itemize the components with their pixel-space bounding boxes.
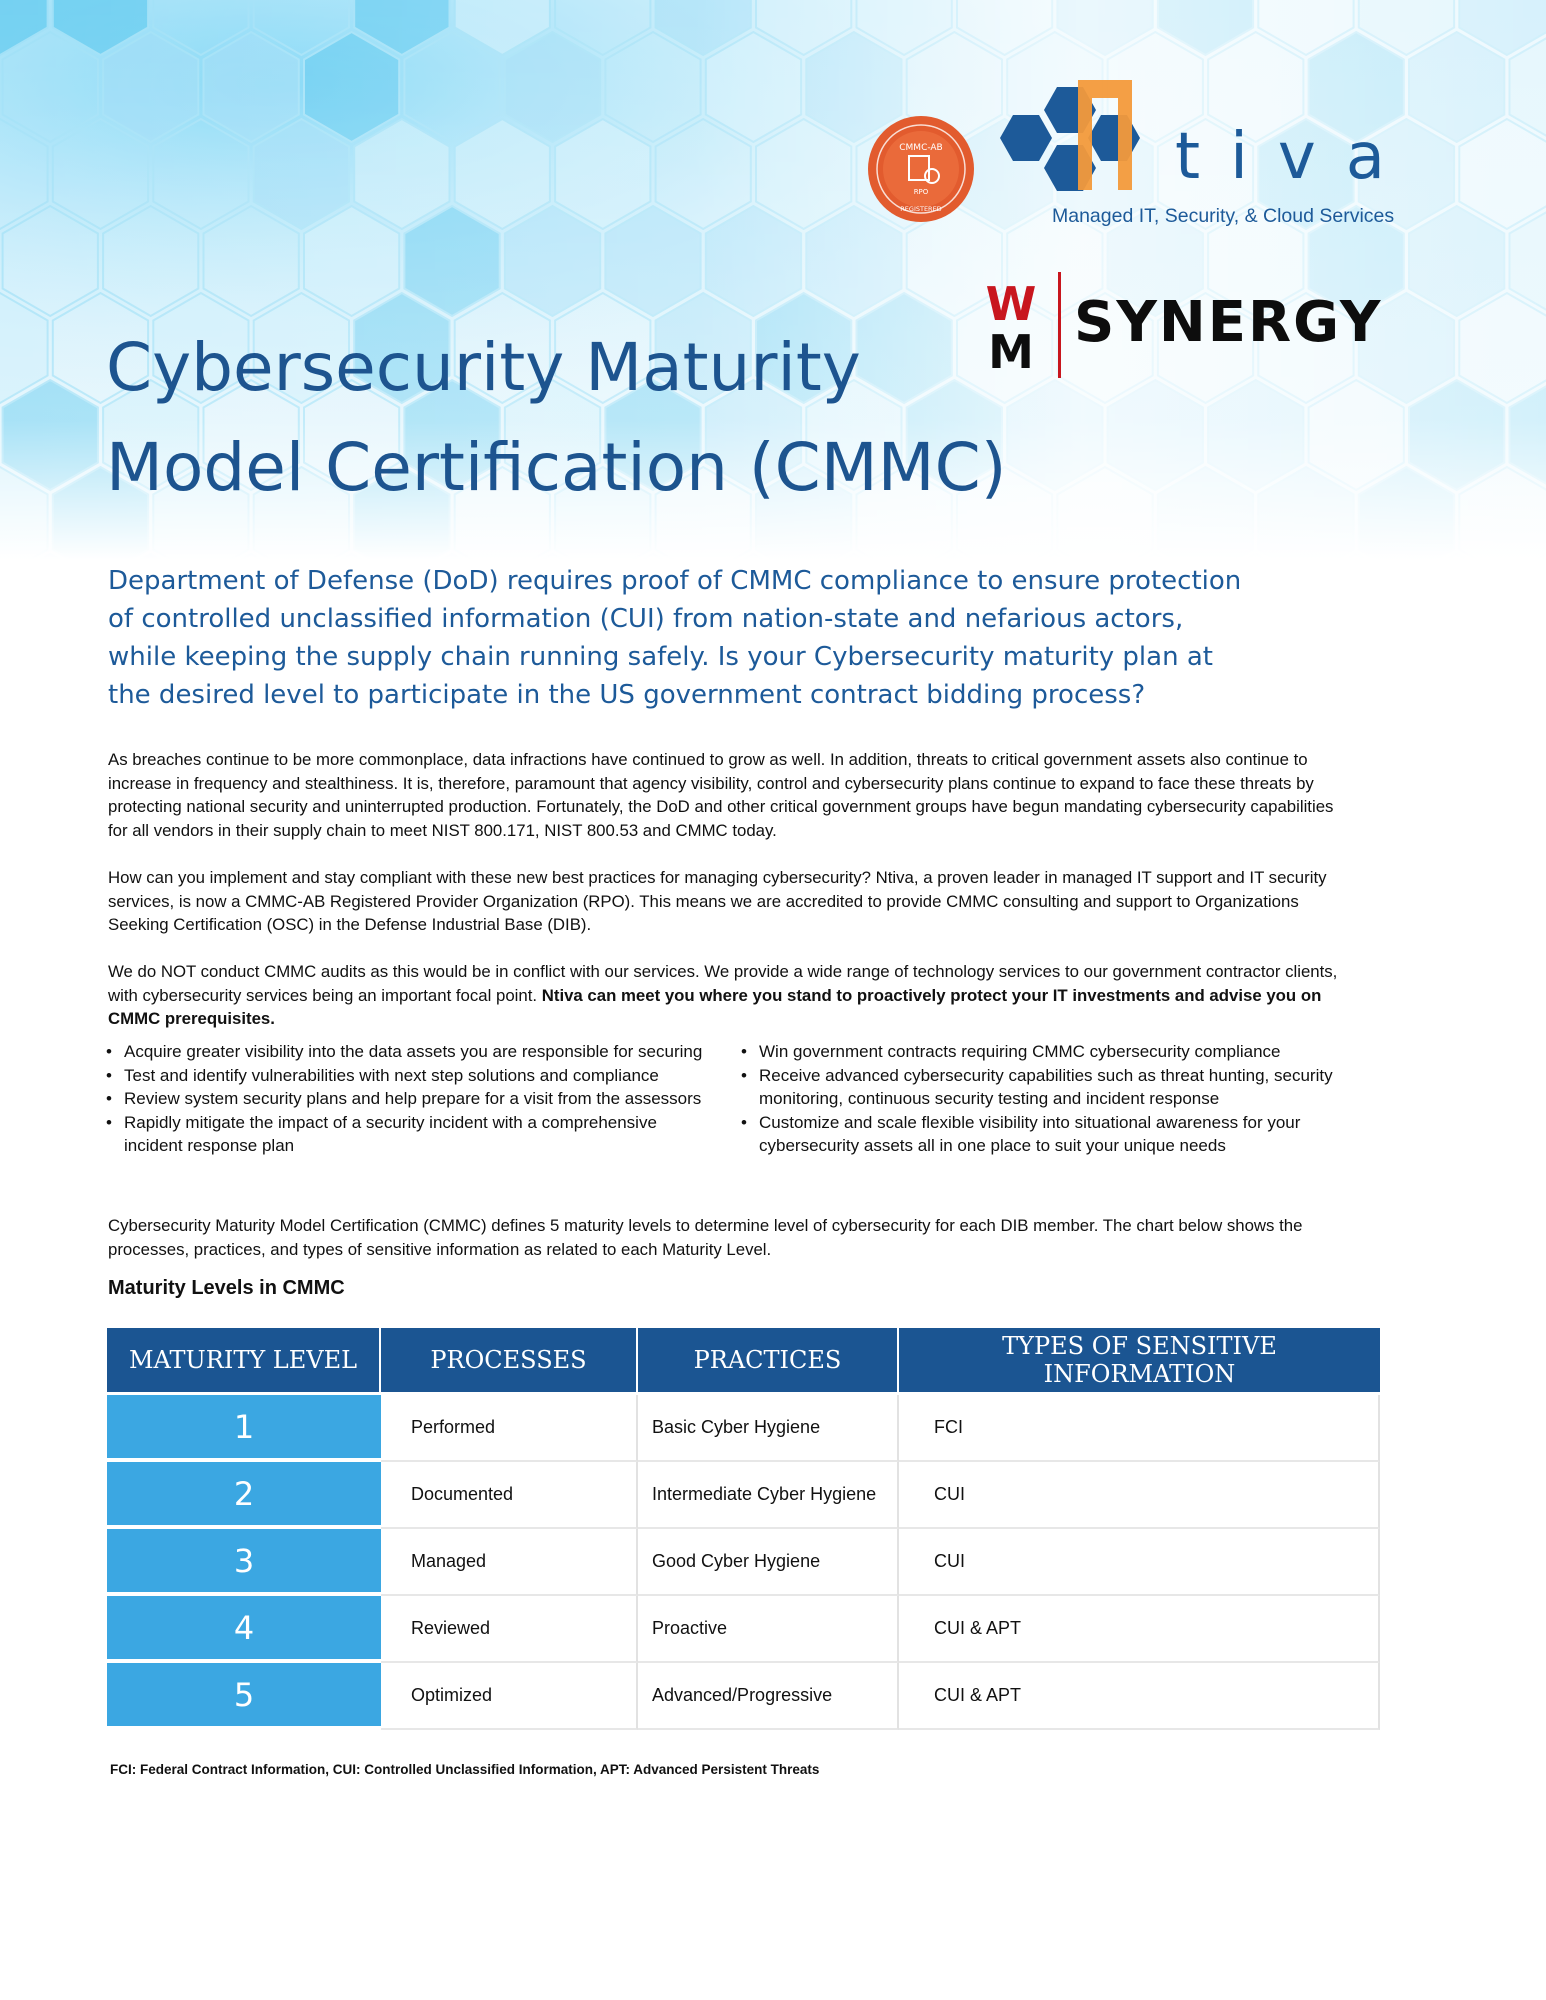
list-item: • Rapidly mitigate the impact of a security incident with a comprehensive incident response plan [106, 1111, 706, 1158]
list-item: • Acquire greater visibility into the data assets you are responsible for securing [106, 1040, 706, 1064]
level-cell: 5 [107, 1663, 381, 1730]
info-cell: CUI & APT [899, 1663, 1380, 1730]
table-row [107, 1462, 1380, 1529]
maturity-levels-table [107, 1328, 1380, 1730]
ntiva-tagline: Managed IT, Security, & Cloud Services [1052, 205, 1395, 227]
table-row [107, 1663, 1380, 1730]
badge-registered: REGISTERED [900, 205, 942, 213]
synergy-wordmark: SYNERGY [1074, 290, 1383, 355]
header-sensitive-info: TYPES OF SENSITIVE INFORMATION [899, 1328, 1380, 1395]
process-cell: Performed [381, 1395, 638, 1462]
benefits-list-right [741, 1040, 1361, 1158]
badge-rpo: RPO [913, 188, 929, 196]
svg-text:M: M [988, 325, 1034, 372]
title-line-1: Cybersecurity Maturity [106, 329, 861, 406]
header-maturity-level: MATURITY LEVEL [107, 1328, 381, 1395]
table-row [107, 1395, 1380, 1462]
benefits-list-left [106, 1040, 706, 1158]
list-item: • Customize and scale flexible visibility into situational awareness for your cybersecurity assets all in one place to suit your unique needs [741, 1111, 1361, 1158]
chart-intro-text: Cybersecurity Maturity Model Certification (CMMC) defines 5 maturity levels to determine level of cybersecurity for each DIB member. The chart below shows the processes, practices, and types of sensitive information as related to each Maturity Level. [108, 1216, 1303, 1259]
practice-cell: Proactive [638, 1596, 899, 1663]
level-cell: 2 [107, 1462, 381, 1529]
ntiva-wordmark: tiva [1175, 120, 1415, 194]
table-title: Maturity Levels in CMMC [108, 1277, 345, 1299]
header-practices: PRACTICES [638, 1328, 899, 1395]
cmmc-rpo-badge [866, 114, 976, 224]
ntiva-logo [1000, 78, 1430, 198]
list-item: • Win government contracts requiring CMMC cybersecurity compliance [741, 1040, 1361, 1064]
table-row [107, 1529, 1380, 1596]
paragraph-breaches: As breaches continue to be more commonplace, data infractions have continued to grow as well. In addition, threats to critical government assets also continue to increase in frequency and stealthiness. It is, therefore, paramount that agency visibility, control and cybersecurity plans continue to expand to face these threats by protecting national security and uninterrupted production. Fortunately, the DoD and other critical government groups have begun mandating cybersecurity capabilities for all vendors in their supply chain to meet NIST 800.171, NIST 800.53 and CMMC today. [108, 750, 1334, 840]
page-title [106, 318, 1046, 518]
practice-cell: Intermediate Cyber Hygiene [638, 1462, 899, 1529]
process-cell: Documented [381, 1462, 638, 1529]
services-bold-text: Ntiva can meet you where you stand to proactively protect your IT investments and advise you on CMMC prerequisites. [108, 985, 1322, 1029]
table-row [107, 1596, 1380, 1663]
badge-text: CMMC-AB [899, 143, 943, 153]
practice-cell: Good Cyber Hygiene [638, 1529, 899, 1596]
paragraph-services [108, 960, 1348, 1031]
list-item: • Receive advanced cybersecurity capabilities such as threat hunting, security monitoring, continuous security testing and incident response [741, 1064, 1361, 1111]
table-header-row [107, 1328, 1380, 1395]
practice-cell: Basic Cyber Hygiene [638, 1395, 899, 1462]
process-cell: Reviewed [381, 1596, 638, 1663]
title-line-2: Model Certification (CMMC) [106, 429, 1007, 506]
list-item: • Test and identify vulnerabilities with next step solutions and compliance [106, 1064, 706, 1088]
footnote: FCI: Federal Contract Information, CUI: Controlled Unclassified Information, APT: Advanced Persistent Threats [110, 1762, 820, 1777]
intro-text: Department of Defense (DoD) requires proof of CMMC compliance to ensure protection of controlled unclassified information (CUI) from nation-state and nefarious actors, while keeping the supply chain running safely. Is your Cybersecurity maturity plan at the desired level to participate in the US government contract bidding process? [108, 566, 1242, 710]
svg-text:W: W [985, 277, 1037, 331]
process-cell: Optimized [381, 1663, 638, 1730]
paragraph-rpo: How can you implement and stay compliant with these new best practices for managing cybersecurity? Ntiva, a proven leader in managed IT support and IT security services, is now a CMMC-AB Registered Provider Organization (RPO). This means we are accredited to provide CMMC consulting and support to Organizations Seeking Certification (OSC) in the Defense Industrial Base (DIB). [108, 868, 1327, 935]
info-cell: CUI [899, 1462, 1380, 1529]
header-processes: PROCESSES [381, 1328, 638, 1395]
level-cell: 3 [107, 1529, 381, 1596]
info-cell: CUI & APT [899, 1596, 1380, 1663]
info-cell: CUI [899, 1529, 1380, 1596]
info-cell: FCI [899, 1395, 1380, 1462]
practice-cell: Advanced/Progressive [638, 1663, 899, 1730]
level-cell: 1 [107, 1395, 381, 1462]
services-text: We do NOT conduct CMMC audits as this would be in conflict with our services. We provide a wide range of technology services to our government contractor clients, with cybersecurity services being an important focal point. [108, 962, 1338, 1005]
level-cell: 4 [107, 1596, 381, 1663]
synergy-divider [1058, 272, 1061, 378]
process-cell: Managed [381, 1529, 638, 1596]
list-item: • Review system security plans and help prepare for a visit from the assessors [106, 1087, 706, 1111]
